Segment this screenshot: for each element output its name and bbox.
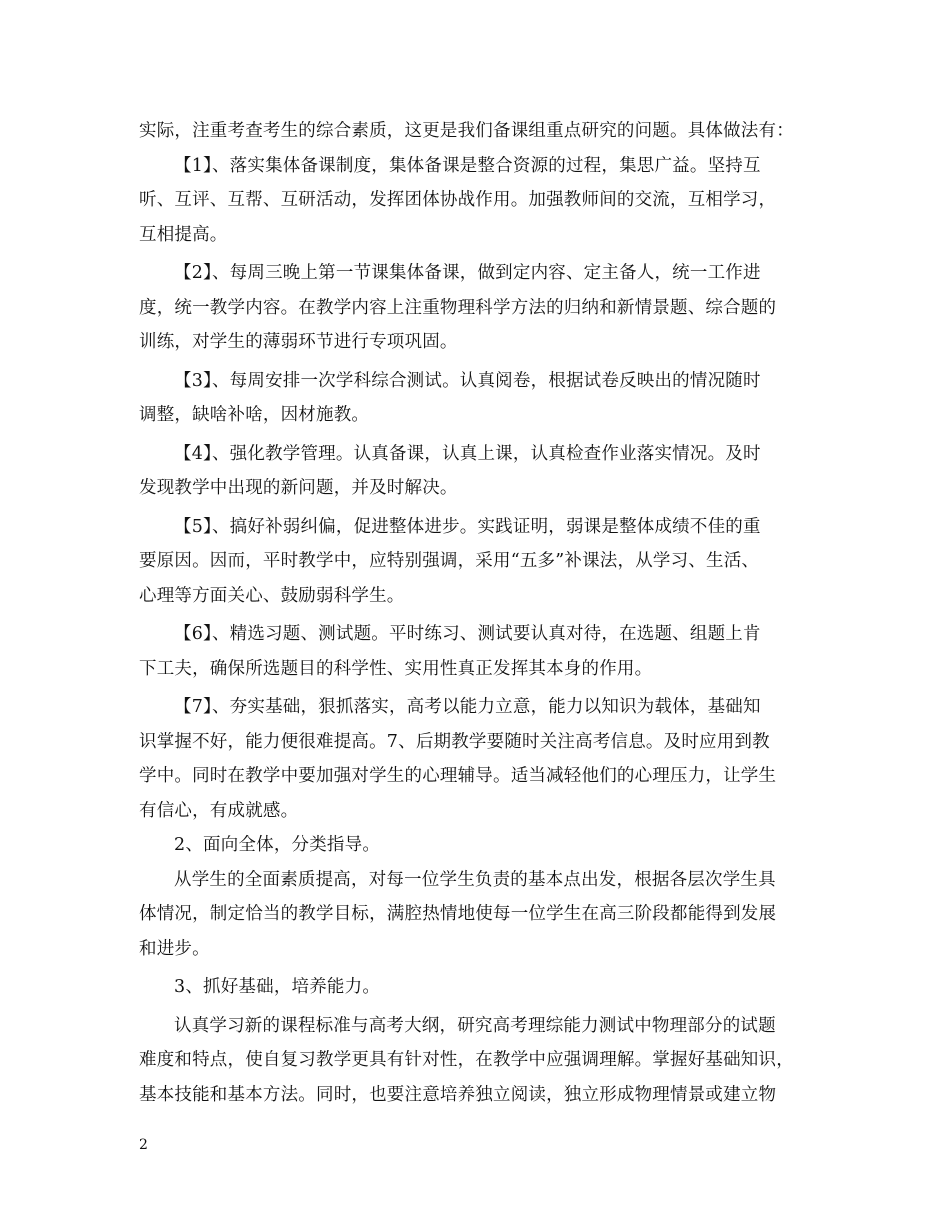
document-body xyxy=(139,114,829,1112)
text-line: 互相提高。 xyxy=(139,224,228,245)
text-line: 训练，对学生的薄弱环节进行专项巩固。 xyxy=(139,332,458,352)
text-line: 和进步。 xyxy=(139,938,210,959)
text-line: 认真学习新的课程标准与高考大纲，研究高考理综能力测试中物理部分的试题 xyxy=(174,1015,776,1036)
text-line: 【4】、强化教学管理。认真备课，认真上课，认真检查作业落实情况。及时 xyxy=(174,443,761,464)
text-line: 发现教学中出现的新问题，并及时解决。 xyxy=(139,478,458,498)
text-line: 【7】、夯实基础，狠抓落实，高考以能力立意，能力以知识为载体，基础知 xyxy=(174,697,761,717)
text-line: 【2】、每周三晚上第一节课集体备课，做到定内容、定主备人，统一工作进 xyxy=(174,263,761,283)
text-line: 3、抓好基础，培养能力。 xyxy=(174,977,381,997)
text-line: 实际，注重考查考生的综合素质，这更是我们备课组重点研究的问题。具体做法有： xyxy=(139,121,794,141)
text-line: 有信心，有成就感。 xyxy=(139,800,299,821)
text-line: 调整，缺啥补啥，因材施教。 xyxy=(139,405,370,425)
text-line: 难度和特点，使自复习教学更具有针对性，在教学中应强调理解。掌握好基础知识， xyxy=(139,1050,794,1070)
text-line: 学中。同时在教学中要加强对学生的心理辅导。适当减轻他们的心理压力，让学生 xyxy=(139,766,777,786)
page-number: 2 xyxy=(139,1137,148,1153)
text-line: 听、互评、互帮、互研活动，发挥团体协战作用。加强教师间的交流，互相学习， xyxy=(139,190,777,210)
text-line: 基本技能和基本方法。同时，也要注意培养独立阅读，独立形成物理情景或建立物 xyxy=(139,1084,777,1105)
text-line: 体情况，制定恰当的教学目标，满腔热情地使每一位学生在高三阶段都能得到发展 xyxy=(139,904,777,924)
text-line: 【1】、落实集体备课制度，集体备课是整合资源的过程，集思广益。坚持互 xyxy=(174,155,761,176)
text-line: 识掌握不好，能力便很难提高。7、后期教学要随时关注高考信息。及时应用到教 xyxy=(139,731,770,752)
text-line: 【3】、每周安排一次学科综合测试。认真阅卷，根据试卷反映出的情况随时 xyxy=(174,370,761,391)
text-line: 2、面向全体，分类指导。 xyxy=(174,835,381,855)
text-line: 下工夫，确保所选题目的科学性、实用性真正发挥其本身的作用。 xyxy=(139,658,653,679)
text-line: 从学生的全面素质提高，对每一位学生负责的基本点出发，根据各层次学生具 xyxy=(174,869,776,890)
text-line: 【5】、搞好补弱纠偏，促进整体进步。实践证明，弱课是整体成绩不佳的重 xyxy=(174,516,761,537)
text-line: 心理等方面关心、鼓励弱科学生。 xyxy=(139,585,405,606)
text-line: 要原因。因而，平时教学中，应特别强调，采用“五多”补课法，从学习、生活、 xyxy=(139,551,760,571)
text-line: 度，统一教学内容。在教学内容上注重物理科学方法的归纳和新情景题、综合题的 xyxy=(139,297,777,318)
text-line: 【6】、精选习题、测试题。平时练习、测试要认真对待，在选题、组题上肯 xyxy=(174,624,761,644)
